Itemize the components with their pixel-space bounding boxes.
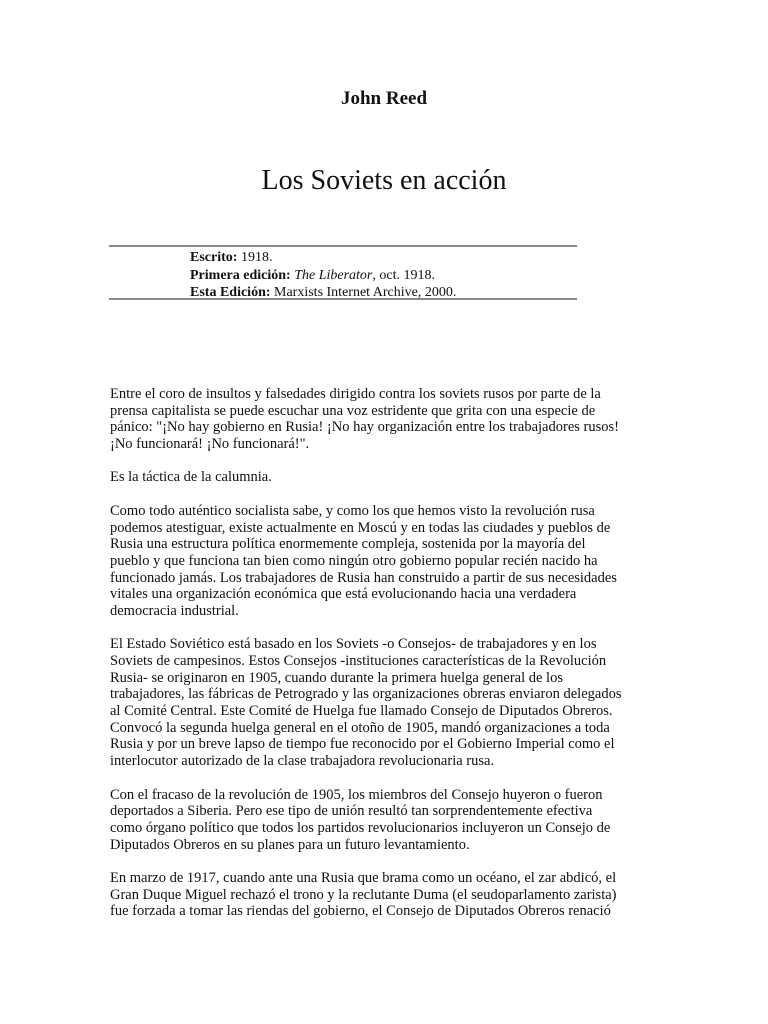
written-label: Escrito: [190, 250, 238, 265]
first-edition-row [190, 267, 456, 285]
text-line: deportados a Siberia. Pero ese tipo de unión resultó tan sorprendentemente efectiva [110, 803, 593, 820]
text-line: democracia industrial. [110, 602, 239, 619]
paragraph-gap [110, 453, 666, 470]
text-line: Gran Duque Miguel rechazó el trono y la reclutante Duma (el seudoparlamento zarista) [110, 886, 617, 903]
text-line: Con el fracaso de la revolución de 1905, los miembros del Consejo huyeron o fueron [110, 786, 603, 803]
first-edition-publication: The Liberator [294, 267, 373, 283]
author-name: John Reed [340, 88, 428, 109]
text-line: El Estado Soviético está basado en los Soviets -o Consejos- de trabajadores y en los [110, 636, 597, 653]
text-line: podemos atestiguar, existe actualmente en Moscú y en todas las ciudades y pueblos de [110, 519, 611, 536]
text-line: Diputados Obreros en su planes para un futuro levantamiento. [110, 836, 470, 853]
text-line: trabajadores, las fábricas de Petrogrado y las organizaciones obreras enviaron delegados [110, 686, 622, 703]
text-line: Rusia y por un breve lapso de tiempo fue reconocido por el Gobierno Imperial como el [110, 736, 615, 753]
written-row [190, 249, 456, 267]
text-line: prensa capitalista se puede escuchar una voz estridente que grita con una especie de [110, 402, 596, 419]
first-edition-date: , oct. 1918. [372, 267, 435, 283]
text-line: funcionado jamás. Los trabajadores de Rusia han construido a partir de sus necesidades [110, 569, 617, 586]
paragraph-gap [110, 853, 666, 870]
written-value: 1918. [240, 250, 273, 265]
text-line: pueblo y que funciona tan bien como ningún otro gobierno popular recién nacido ha [110, 552, 598, 569]
paragraph [110, 870, 666, 920]
text-line: Soviets de campesinos. Estos Consejos -instituciones características de la Revolución [110, 653, 607, 669]
text-line: ¡No funcionará! ¡No funcionará!". [110, 436, 310, 453]
text-line: Rusia- se originaron en 1905, cuando durante la primera huelga general de los [110, 669, 563, 686]
paragraph-gap [110, 486, 666, 503]
paragraph-gap [110, 620, 666, 637]
paragraph [110, 386, 666, 453]
first-edition-label: Primera edición: [190, 267, 291, 283]
paragraph [110, 636, 666, 770]
text-line: Convocó la segunda huelga general en el otoño de 1905, mandó organizaciones a toda [110, 719, 610, 736]
text-line: Como todo auténtico socialista sabe, y como los que hemos visto la revolución rusa [110, 502, 595, 519]
paragraph [110, 503, 666, 620]
text-line: En marzo de 1917, cuando ante una Rusia que brama como un océano, el zar abdicó, el [110, 869, 617, 886]
text-line: vitales una organización económica que está evolucionando hacia una verdadera [110, 586, 577, 603]
text-line: al Comité Central. Este Comité de Huelga fue llamado Consejo de Diputados Obreros. [110, 703, 613, 720]
text-line: Rusia una estructura política enormemente compleja, sostenida por la mayoría del [110, 536, 586, 553]
text-line: fue forzada a tomar las riendas del gobierno, el Consejo de Diputados Obreros renació [110, 903, 611, 920]
paragraph [110, 787, 666, 854]
body-text [110, 386, 666, 920]
paragraph-gap [110, 770, 666, 787]
this-edition-label: Esta Edición: [190, 285, 271, 300]
document-title: Los Soviets en acción [261, 165, 507, 196]
bottom-divider [109, 298, 577, 300]
text-line: Entre el coro de insultos y falsedades dirigido contra los soviets rusos por parte de la [110, 386, 601, 402]
text-line: interlocutor autorizado de la clase trabajadora revolucionaria rusa. [110, 753, 495, 770]
text-line: pánico: "¡No hay gobierno en Rusia! ¡No hay organización entre los trabajadores rusos! [110, 419, 619, 436]
top-divider [109, 245, 577, 247]
this-edition-value: Marxists Internet Archive, 2000. [274, 285, 457, 300]
text-line: como órgano político que todos los partidos revolucionarios incluyeron un Consejo de [110, 819, 611, 836]
paragraph [110, 469, 666, 486]
publication-info [190, 249, 456, 302]
text-line: Es la táctica de la calumnia. [110, 469, 272, 486]
